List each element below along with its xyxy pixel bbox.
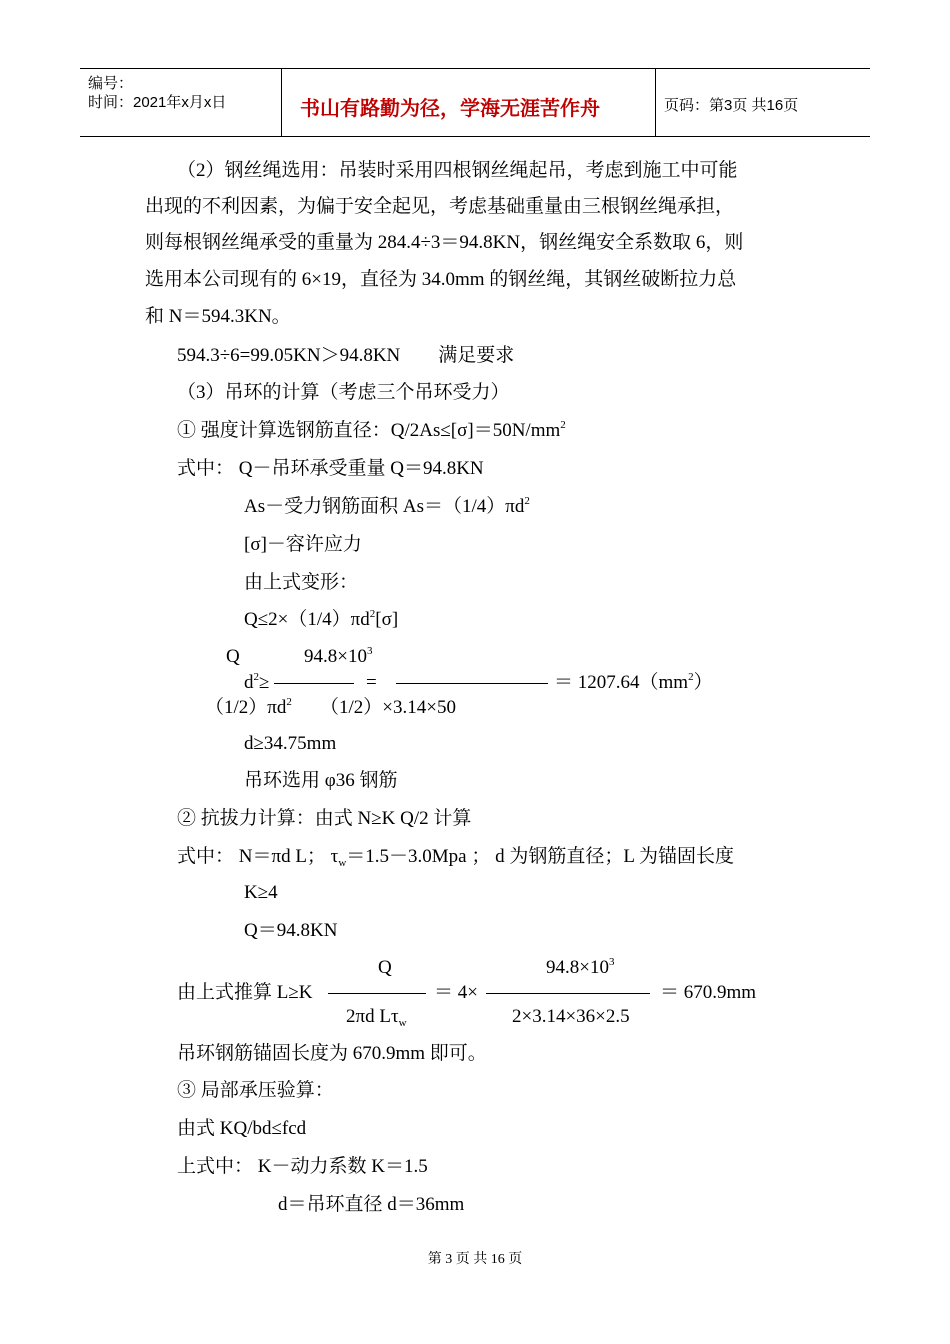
paragraph-line-1: （2）钢丝绳选用：吊装时采用四根钢丝绳起吊，考虑到施工中可能 — [177, 160, 738, 181]
local-title: ③ 局部承压验算： — [177, 1080, 334, 1101]
where-line-2: 式中： N＝πd L； $\tau_w=1.5-3.0Mpa$ ； d 为钢筋直径；L 为锚固长度 — [177, 846, 734, 869]
check-line: 594.3÷6=99.05KN＞94.8KN 满足要求 — [177, 345, 515, 366]
frac1-lhs: $d^2\ge$ — [244, 671, 270, 693]
formula-line: 由式 KQ/bd≤fcd — [177, 1118, 307, 1139]
where-line-1: 式中： Q－吊环承受重量 Q＝94.8KN — [177, 458, 484, 479]
d-result: d≥34.75mm — [244, 733, 337, 754]
inequality-line: $Q\le 2\times(1/4)\pi d^2[\sigma]$ — [244, 608, 399, 630]
ring-title: （3）吊环的计算（考虑三个吊环受力） — [177, 382, 510, 403]
header-page-info: 页码：第3页 共16页 — [664, 97, 799, 114]
header-motto: 书山有路勤为径，学海无涯苦作舟 — [300, 98, 600, 120]
frac2-numerator-q: Q — [378, 957, 392, 978]
ring-choice: 吊环选用 φ36 钢筋 — [244, 770, 398, 791]
frac1-result: ＝ $1207.64(mm^2)$ — [554, 671, 713, 693]
transform-line: 由上式变形： — [244, 572, 359, 593]
header-divider-left — [281, 68, 282, 136]
header-bottom-border — [80, 136, 870, 137]
frac1-numerator-value: $94.8\times 10^3$ — [304, 645, 373, 667]
page-footer: 第 3 页 共 16 页 — [427, 1252, 523, 1267]
paragraph-line-2: 出现的不利因素，为偏于安全起见，考虑基础重量由三根钢丝绳承担， — [145, 196, 735, 217]
sigma-definition: [σ]－容许应力 — [244, 534, 362, 555]
strength-title: ① 强度计算选钢筋直径：$Q/2As\le[\sigma]=50N/mm^2$ — [177, 419, 566, 441]
frac1-equals: = — [366, 672, 377, 693]
q-value: Q＝94.8KN — [244, 920, 338, 941]
k-condition: K≥4 — [244, 882, 278, 903]
frac1-bar-1 — [274, 683, 354, 684]
where-line-3: 上式中： K－动力系数 K＝1.5 — [177, 1156, 428, 1177]
as-definition: As－受力钢筋面积 $As=(1/4)\pi d^2$ — [244, 495, 530, 517]
header-divider-right — [655, 68, 656, 136]
frac2-denominator-2: 2×3.14×36×2.5 — [512, 1006, 630, 1027]
frac1-numerator-q: Q — [226, 646, 240, 667]
frac1-denominator-2: （1/2）×3.14×50 — [320, 697, 456, 718]
frac2-lhs: 由上式推算 L≥K — [177, 982, 313, 1003]
paragraph-line-5: 和 N＝594.3KN。 — [145, 306, 291, 327]
header-time-label: 时间：2021年x月x日 — [88, 94, 227, 111]
frac1-denominator-1: $(1/2)\pi d^2$ — [205, 696, 292, 718]
frac2-denominator-1: 2πd $L\tau_w$ — [346, 1006, 407, 1029]
frac2-bar-2 — [486, 993, 650, 994]
d-definition: d＝吊环直径 d＝36mm — [278, 1194, 465, 1215]
header-top-border — [80, 68, 870, 69]
pull-title: ② 抗拔力计算：由式 N≥K Q/2 计算 — [177, 808, 472, 829]
frac2-result: ＝ 670.9mm — [660, 982, 757, 1003]
frac2-numerator-value: $94.8\times 10^3$ — [546, 956, 615, 978]
paragraph-line-4: 选用本公司现有的 6×19，直径为 34.0mm 的钢丝绳，其钢丝破断拉力总 — [145, 269, 737, 290]
header-code-label: 编号： — [88, 75, 134, 92]
paragraph-line-3: 则每根钢丝绳承受的重量为 284.4÷3＝94.8KN，钢丝绳安全系数取 6，则 — [145, 232, 744, 253]
frac2-bar-1 — [328, 993, 426, 994]
frac1-bar-2 — [396, 683, 548, 684]
frac2-mid: ＝ 4× — [434, 982, 478, 1003]
anchor-length-line: 吊环钢筋锚固长度为 670.9mm 即可。 — [177, 1043, 487, 1064]
